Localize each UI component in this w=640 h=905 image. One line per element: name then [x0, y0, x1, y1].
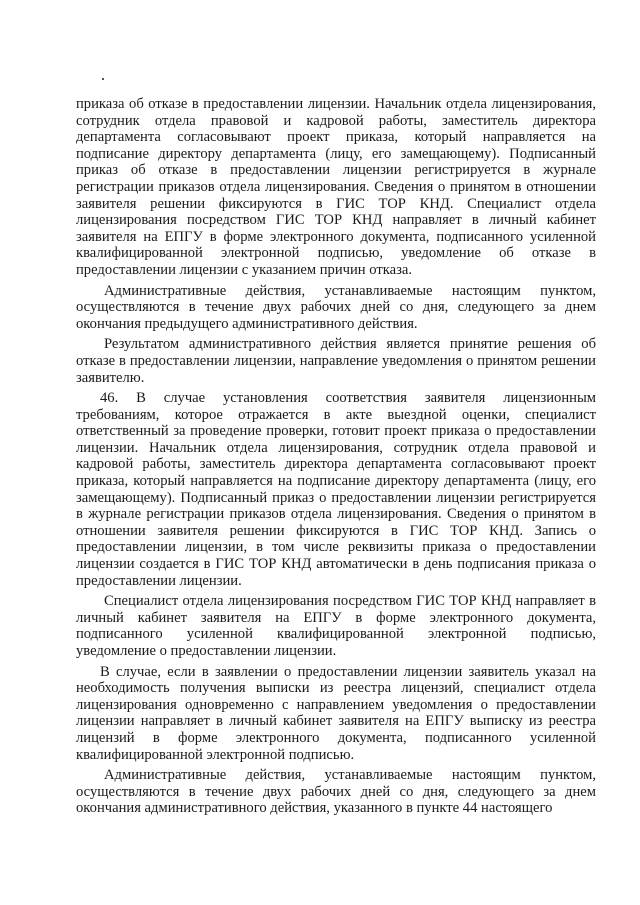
paragraph-registry-extract: В случае, если в заявлении о предоставлении лицензии заявитель указал на необходимость получения выписки из реестра лицензий, специалист отдела лицензирования одновременно с направлением уведомления о предоставлении лицензии направляет в личный кабинет заявителя на ЕПГУ выписку из реестра лицензий в форме электронного документа, подписанного усиленной квалифицированной электронной подписью.: [76, 663, 596, 763]
paragraph-grant-timing: Административные действия, устанавливаемые настоящим пунктом, осуществляются в течение двух рабочих дней со дня, следующего за днем окончания административного действия, указанного в пункте 44 настоящего: [76, 767, 596, 817]
paragraph-46-grant-order: 46. В случае установления соответствия заявителя лицензионным требованиям, которое отражается в акте выездной оценки, специалист ответственный за проведение проверки, готовит проект приказа о предоставлении лицензии. Начальник отдела лицензирования, сотрудник отдела правовой и кадровой работы, заместитель директора департамента согласовывают проект приказа, который направляется на подписание директору департамента (лицу, его замещающему). Подписанный приказ о предоставлении лицензии регистрируется в журнале регистрации приказов отдела лицензирования. Сведения о принятом в отношении заявителя решении фиксируются в ГИС ТОР КНД. Запись о предоставлении лицензии, в том числе реквизиты приказа о предоставлении лицензии создается в ГИС ТОР КНД автоматически в день подписания приказа о предоставлении лицензии.: [76, 390, 596, 589]
paragraph-grant-notification: Специалист отдела лицензирования посредством ГИС ТОР КНД направляет в личный кабинет заявителя на ЕПГУ в форме электронного документа, подписанного усиленной квалифицированной электронной подписью, уведомление о предоставлении лицензии.: [76, 593, 596, 659]
paragraph-refusal-order: приказа об отказе в предоставлении лицензии. Начальник отдела лицензирования, сотрудник отдела правовой и кадровой работы, заместитель директора департамента согласовывают проект приказа, который направляется на подписание директору департамента (лицу, его замещающему). Подписанный приказ об отказе в предоставлении лицензии регистрируется в журнале регистрации приказов отдела лицензирования. Сведения о принятом в отношении заявителя решении фиксируются в ГИС ТОР КНД. Специалист отдела лицензирования посредством ГИС ТОР КНД направляет в личный кабинет заявителя на ЕПГУ в форме электронного документа, подписанного усиленной квалифицированной электронной подписью, уведомление об отказе в предоставлении лицензии с указанием причин отказа.: [76, 96, 596, 278]
paragraph-refusal-timing: Административные действия, устанавливаемые настоящим пунктом, осуществляются в течение двух рабочих дней со дня, следующего за днем окончания предыдущего административного действия.: [76, 282, 596, 332]
scan-speck: [102, 78, 104, 80]
document-body: [76, 96, 596, 821]
paragraph-refusal-result: Результатом административного действия является принятие решения об отказе в предоставлении лицензии, направление уведомления о принятом решении заявителю.: [76, 336, 596, 386]
